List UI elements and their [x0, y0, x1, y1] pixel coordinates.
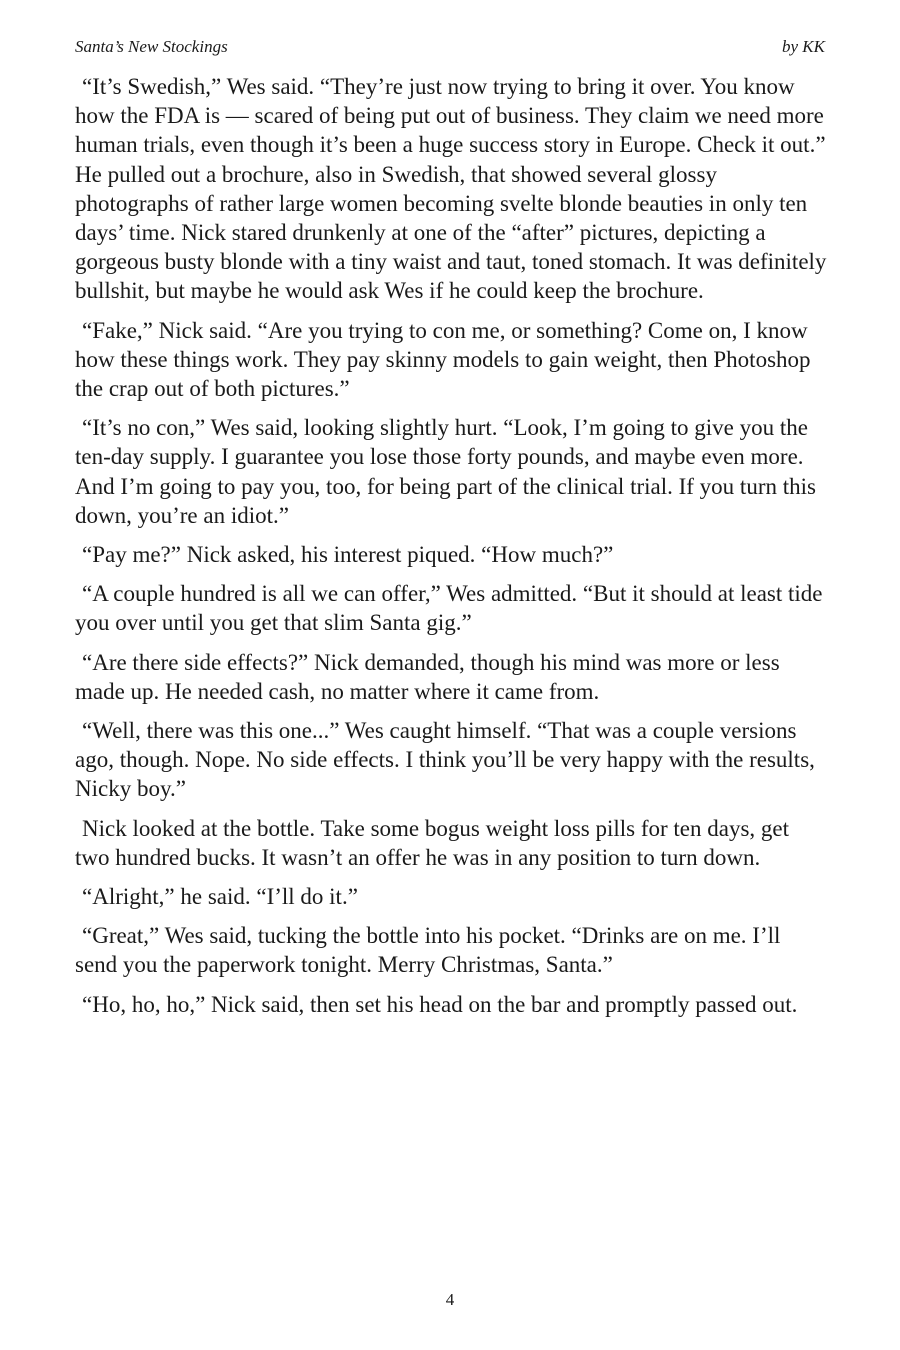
- paragraph: “It’s no con,” Wes said, looking slightly hurt. “Look, I’m going to give you the ten-day supply. I guarantee you lose those forty pounds, and maybe even more. And I’m going to pay you, too, for being part of the clinical trial. If you turn this down, you’re an idiot.”: [75, 415, 816, 528]
- paragraph: “Well, there was this one...” Wes caught himself. “That was a couple versions ago, though. Nope. No side effects. I think you’ll be very happy with the results, Nicky boy.”: [75, 718, 815, 802]
- paragraph: “Are there side effects?” Nick demanded, though his mind was more or less made up. He needed cash, no matter where it came from.: [75, 649, 780, 704]
- paragraph: “Great,” Wes said, tucking the bottle into his pocket. “Drinks are on me. I’ll send you the paperwork tonight. Merry Christmas, Santa.”: [75, 923, 781, 978]
- paragraph: “Ho, ho, ho,” Nick said, then set his head on the bar and promptly passed out.: [82, 991, 798, 1017]
- paragraph: “Fake,” Nick said. “Are you trying to con me, or something? Come on, I know how these things work. They pay skinny models to gain weight, then Photoshop the crap out of both pictures.”: [75, 317, 811, 402]
- author-credit: by KK: [782, 37, 825, 56]
- running-header: [75, 37, 825, 57]
- story-text: [75, 72, 827, 1029]
- book-title: Santa’s New Stockings: [75, 37, 228, 56]
- paragraph: “Pay me?” Nick asked, his interest piqued. “How much?”: [82, 542, 614, 568]
- paragraph: “A couple hundred is all we can offer,” Wes admitted. “But it should at least tide you over until you get that slim Santa gig.”: [75, 581, 823, 636]
- paragraph: Nick looked at the bottle. Take some bogus weight loss pills for ten days, get two hundred bucks. It wasn’t an offer he was in any position to turn down.: [75, 815, 790, 870]
- paragraph: “It’s Swedish,” Wes said. “They’re just now trying to bring it over. You know how the FDA is — scared of being put out of business. They claim we need more human trials, even though it’s been a huge success story in Europe. Check it out.” He pulled out a brochure, also in Swedish, that showed several glossy photographs of rather large women becoming svelte blonde beauties in only ten days’ time. Nick stared drunkenly at one of the “after” pictures, depicting a gorgeous busty blonde with a tiny waist and taut, toned stomach. It was definitely bullshit, but maybe he would ask Wes if he could keep the brochure.: [75, 74, 827, 304]
- page-number: 4: [445, 1290, 455, 1309]
- paragraph: “Alright,” he said. “I’ll do it.”: [82, 884, 358, 910]
